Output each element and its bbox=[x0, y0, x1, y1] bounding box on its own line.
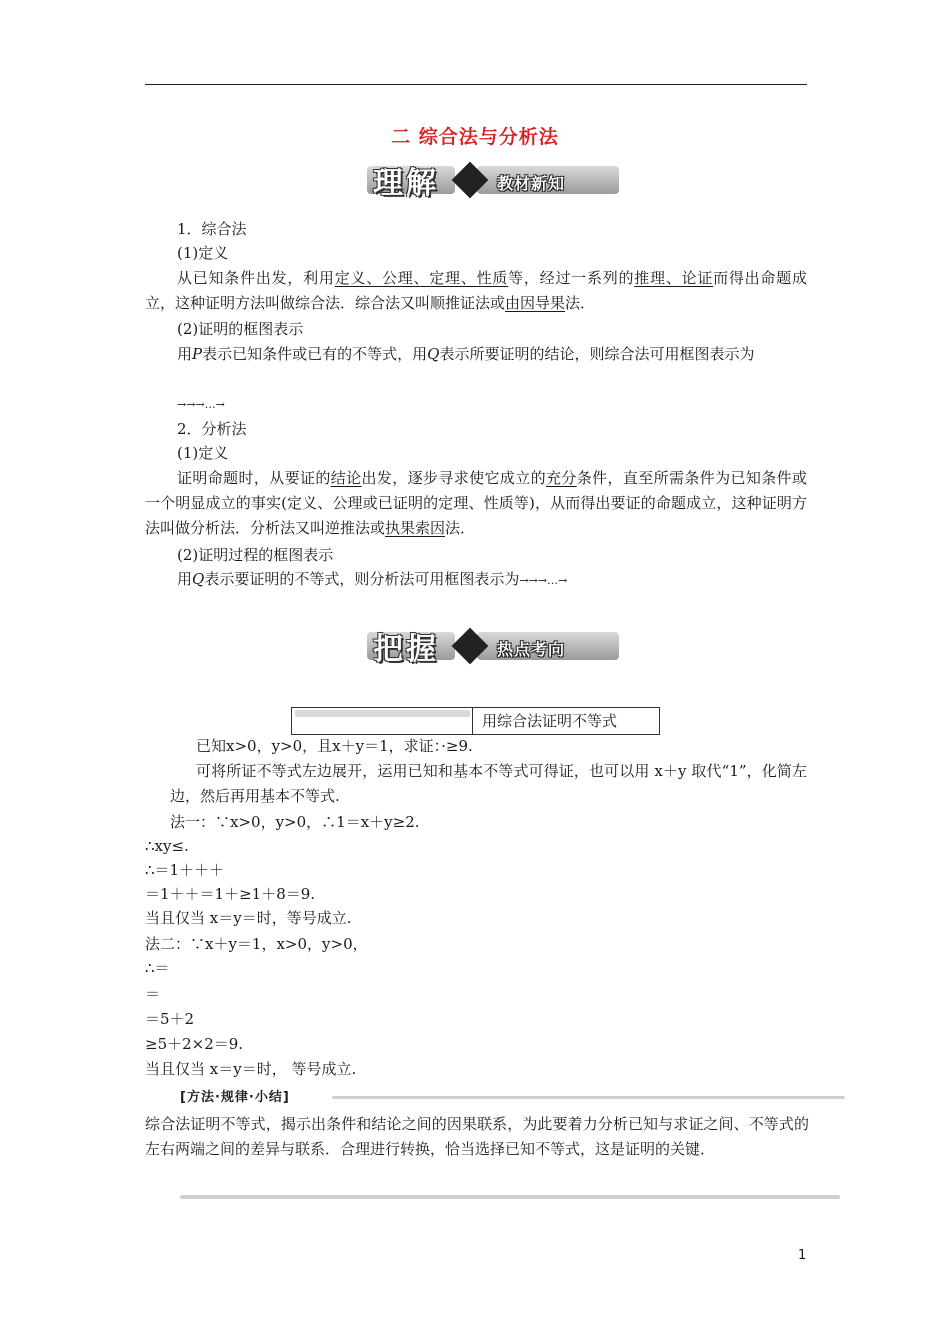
sec2-def-label: (1)定义 bbox=[177, 444, 229, 462]
example-problem: 已知x>0，y>0，且x＋y＝1，求证：·≥9. bbox=[196, 737, 473, 755]
method-body: 综合法证明不等式，揭示出条件和结论之间的因果联系，为此要着力分析已知与求证之间、不等式的左右两端之间的差异与联系．合理进行转换，恰当选择已知不等式，这是证明的关键． bbox=[145, 1115, 809, 1158]
sec1-frame-text: 用P表示已知条件或已有的不等式，用Q表示所要证明的结论，则综合法可用框图表示为 bbox=[177, 345, 755, 363]
solution-line: 法二：∵x＋y＝1，x>0，y>0， bbox=[145, 935, 368, 953]
solution-line: ＝ bbox=[145, 985, 161, 1003]
topic-divider bbox=[472, 708, 473, 734]
banner-master bbox=[367, 624, 619, 667]
page-title: 二 综合法与分析法 bbox=[391, 126, 559, 148]
banner-small-text: 热点考向 bbox=[497, 640, 566, 659]
solution-line: ∴＝ bbox=[145, 959, 170, 977]
sec1-def-text: 从已知条件出发，利用定义、公理、定理、性质等，经过一系列的推理、论证而得出命题成立，这种证明方法叫做综合法．综合法又叫顺推证法或由因导果法． bbox=[145, 269, 807, 312]
sec2-frame-text: 用Q表示要证明的不等式，则分析法可用框图表示为→→→…→ bbox=[177, 570, 568, 588]
solution-line: ＝1＋＋＝1＋≥1＋8＝9. bbox=[145, 885, 316, 903]
topic-box bbox=[291, 707, 660, 735]
sec1-arrows: →→→…→ bbox=[177, 398, 225, 411]
banner-big-text: 把握 bbox=[373, 632, 439, 667]
solution-line: 当且仅当 x＝y＝时， 等号成立. bbox=[145, 1060, 357, 1078]
example-hint: 可将所证不等式左边展开，运用已知和基本不等式可得证，也可以用 x＋y 取代“1”，化简左边，然后再用基本不等式. bbox=[170, 762, 807, 805]
banner-small-text: 教材新知 bbox=[497, 174, 566, 193]
solution-line: 当且仅当 x＝y＝时，等号成立. bbox=[145, 909, 352, 927]
sec2-frame-label: (2)证明过程的框图表示 bbox=[177, 546, 334, 564]
topic-label: 用综合法证明不等式 bbox=[482, 712, 618, 730]
banner-big-text: 理解 bbox=[373, 166, 439, 201]
solution-line: ＝5＋2 bbox=[145, 1010, 195, 1028]
banner-understand bbox=[367, 158, 619, 201]
page-number: 1 bbox=[798, 1248, 807, 1263]
sec1-def-label: (1)定义 bbox=[177, 244, 229, 262]
sec2-heading: 2．分析法 bbox=[177, 420, 247, 438]
solution-line: 法一：∵x>0，y>0，∴1＝x＋y≥2. bbox=[170, 813, 420, 831]
method-heading: [方法·规律·小结] bbox=[180, 1090, 290, 1105]
sec1-frame-label: (2)证明的框图表示 bbox=[177, 320, 304, 338]
method-summary-box bbox=[145, 1086, 845, 1201]
header-rule bbox=[145, 84, 807, 85]
topic-tag-bar bbox=[295, 710, 470, 717]
method-top-rule bbox=[332, 1096, 845, 1099]
solution-line: ∴＝1＋＋＋ bbox=[145, 861, 225, 879]
solution-line: ∴xy≤. bbox=[145, 837, 189, 855]
sec2-def-text: 证明命题时，从要证的结论出发，逐步寻求使它成立的充分条件，直至所需条件为已知条件或一个明显成立的事实(定义、公理或已证明的定理、性质等)，从而得出要证的命题成立，这种证明方法叫做分析法．分析法又叫逆推法或执果索因法． bbox=[145, 469, 807, 537]
method-bottom-rule bbox=[180, 1195, 840, 1199]
solution-line: ≥5＋2×2＝9. bbox=[145, 1035, 244, 1053]
sec1-heading: 1．综合法 bbox=[177, 220, 247, 238]
